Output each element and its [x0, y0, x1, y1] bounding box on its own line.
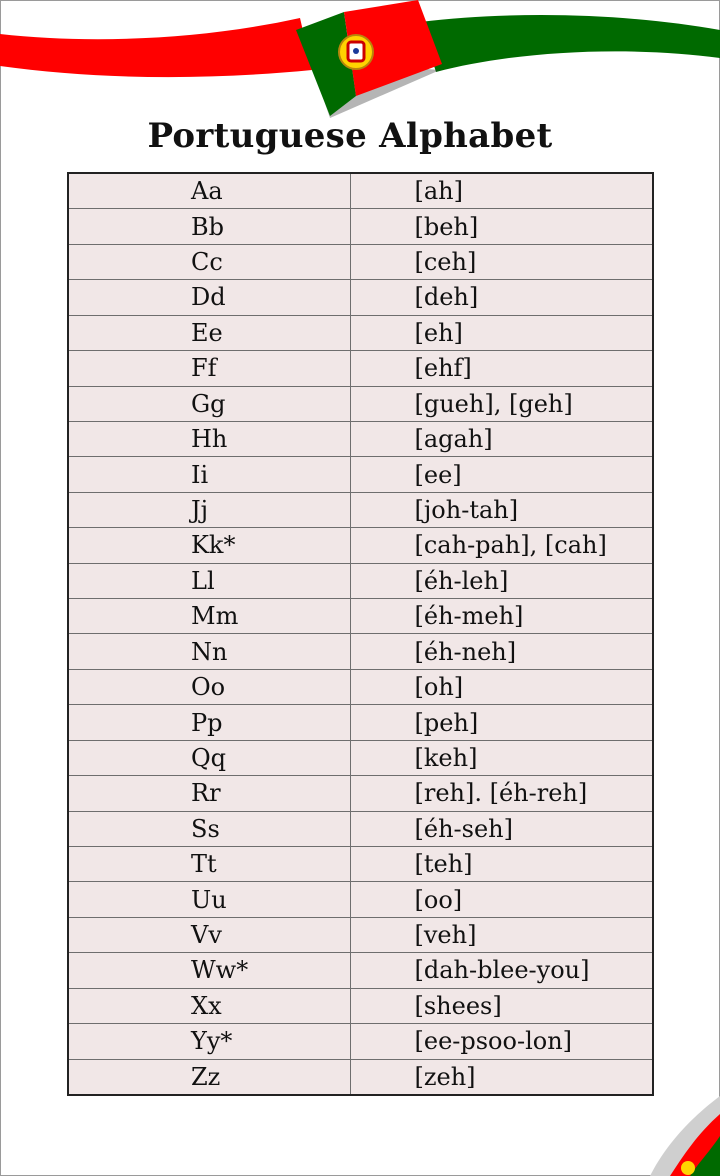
- letter-cell: Tt: [68, 847, 350, 882]
- page-curl-flag-icon: [650, 1096, 720, 1176]
- pronunciation-cell: [éh-seh]: [350, 811, 653, 846]
- pronunciation-cell: [cah-pah], [cah]: [350, 528, 653, 563]
- letter-cell: Hh: [68, 421, 350, 456]
- table-row: [68, 244, 653, 279]
- letter-cell: Mm: [68, 599, 350, 634]
- pronunciation-cell: [keh]: [350, 740, 653, 775]
- portugal-flag-ribbon: [0, 0, 720, 130]
- table-row: [68, 705, 653, 740]
- letter-cell: Bb: [68, 209, 350, 244]
- pronunciation-cell: [beh]: [350, 209, 653, 244]
- table-row: [68, 351, 653, 386]
- pronunciation-cell: [eh]: [350, 315, 653, 350]
- letter-cell: Ss: [68, 811, 350, 846]
- page-title: Portuguese Alphabet: [147, 116, 553, 156]
- pronunciation-cell: [reh]. [éh-reh]: [350, 776, 653, 811]
- letter-cell: Ee: [68, 315, 350, 350]
- table-row: [68, 917, 653, 952]
- table-row: [68, 563, 653, 598]
- table-row: [68, 209, 653, 244]
- table-row: [68, 634, 653, 669]
- table-row: [68, 669, 653, 704]
- letter-cell: Gg: [68, 386, 350, 421]
- letter-cell: Cc: [68, 244, 350, 279]
- pronunciation-cell: [joh-tah]: [350, 492, 653, 527]
- table-row: [68, 1024, 653, 1059]
- table-row: [68, 173, 653, 209]
- letter-cell: Dd: [68, 280, 350, 315]
- table-row: [68, 1059, 653, 1095]
- letter-cell: Nn: [68, 634, 350, 669]
- letter-cell: Yy*: [68, 1024, 350, 1059]
- table-row: [68, 599, 653, 634]
- table-row: [68, 776, 653, 811]
- letter-cell: Jj: [68, 492, 350, 527]
- pronunciation-cell: [shees]: [350, 988, 653, 1023]
- table-row: [68, 847, 653, 882]
- pronunciation-cell: [ehf]: [350, 351, 653, 386]
- letter-cell: Oo: [68, 669, 350, 704]
- alphabet-table: [67, 172, 654, 1096]
- pronunciation-cell: [agah]: [350, 421, 653, 456]
- table-row: [68, 386, 653, 421]
- pronunciation-cell: [ee]: [350, 457, 653, 492]
- pronunciation-cell: [oo]: [350, 882, 653, 917]
- pronunciation-cell: [ee-psoo-lon]: [350, 1024, 653, 1059]
- green-ribbon: [420, 15, 720, 72]
- table-row: [68, 882, 653, 917]
- table-row: [68, 315, 653, 350]
- table-row: [68, 492, 653, 527]
- letter-cell: Aa: [68, 173, 350, 209]
- pronunciation-cell: [gueh], [geh]: [350, 386, 653, 421]
- table-row: [68, 988, 653, 1023]
- table-row: [68, 811, 653, 846]
- table-row: [68, 740, 653, 775]
- table-row: [68, 457, 653, 492]
- table-row: [68, 421, 653, 456]
- red-ribbon: [0, 18, 312, 77]
- letter-cell: Uu: [68, 882, 350, 917]
- letter-cell: Ww*: [68, 953, 350, 988]
- table-row: [68, 528, 653, 563]
- pronunciation-cell: [dah-blee-you]: [350, 953, 653, 988]
- letter-cell: Xx: [68, 988, 350, 1023]
- pronunciation-cell: [zeh]: [350, 1059, 653, 1095]
- table-row: [68, 280, 653, 315]
- pronunciation-cell: [veh]: [350, 917, 653, 952]
- letter-cell: Qq: [68, 740, 350, 775]
- letter-cell: Ff: [68, 351, 350, 386]
- pronunciation-cell: [oh]: [350, 669, 653, 704]
- letter-cell: Zz: [68, 1059, 350, 1095]
- pronunciation-cell: [ah]: [350, 173, 653, 209]
- letter-cell: Ll: [68, 563, 350, 598]
- letter-cell: Kk*: [68, 528, 350, 563]
- pronunciation-cell: [deh]: [350, 280, 653, 315]
- letter-cell: Rr: [68, 776, 350, 811]
- pronunciation-cell: [éh-neh]: [350, 634, 653, 669]
- letter-cell: Vv: [68, 917, 350, 952]
- pronunciation-cell: [teh]: [350, 847, 653, 882]
- alphabet-table-body: [68, 173, 653, 1095]
- letter-cell: Pp: [68, 705, 350, 740]
- pronunciation-cell: [peh]: [350, 705, 653, 740]
- pronunciation-cell: [ceh]: [350, 244, 653, 279]
- pronunciation-cell: [éh-meh]: [350, 599, 653, 634]
- letter-cell: Ii: [68, 457, 350, 492]
- table-row: [68, 953, 653, 988]
- pronunciation-cell: [éh-leh]: [350, 563, 653, 598]
